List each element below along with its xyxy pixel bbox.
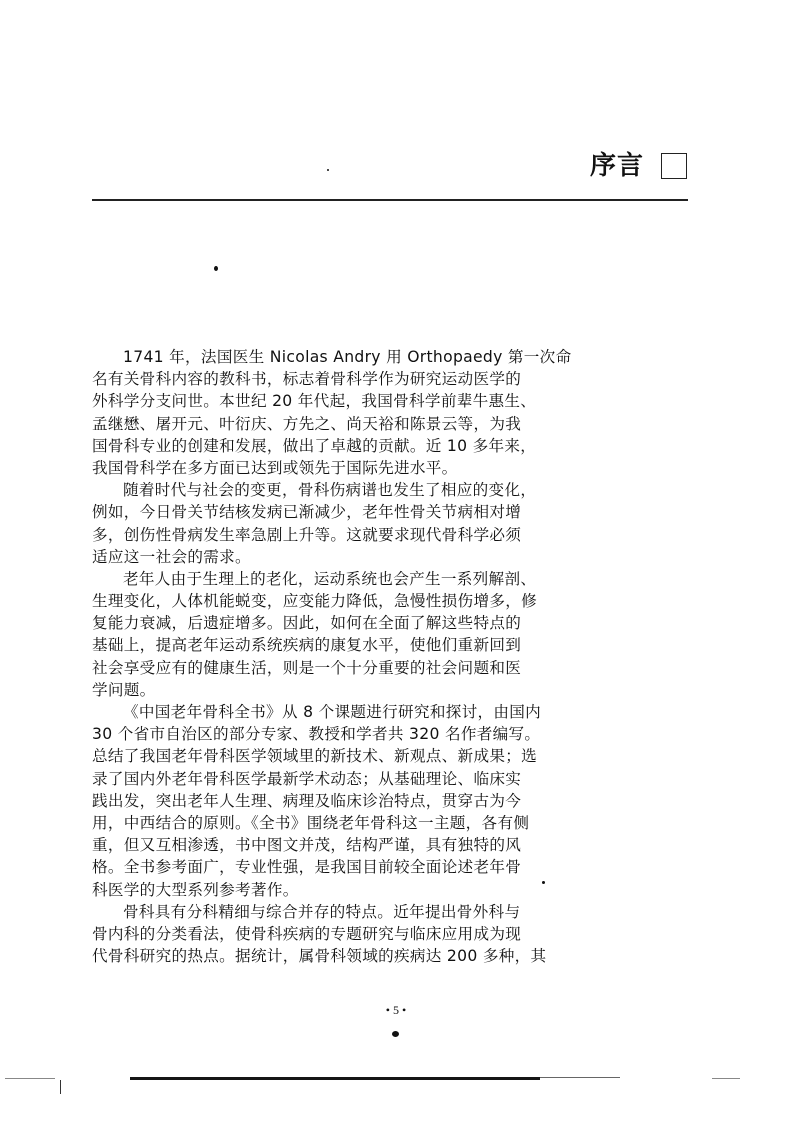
scan-speck <box>214 266 218 271</box>
footer-scan-edge-faint <box>540 1077 620 1078</box>
text-line: 名有关骨科内容的教科书，标志着骨科学作为研究运动医学的 <box>92 370 522 389</box>
paragraph-5 <box>92 901 547 968</box>
text-line: 老年人由于生理上的老化，运动系统也会产生一系列解剖、 <box>123 569 537 588</box>
scan-artifact-line <box>5 1078 55 1079</box>
text-line: 多，创伤性骨病发生率急剧上升等。这就要求现代骨科学必须 <box>92 525 522 544</box>
text-line: 例如，今日骨关节结核发病已渐减少，老年性骨关节病相对增 <box>92 503 522 522</box>
text-line: 外科学分支问世。本世纪 20 年代起，我国骨科学前辈牛惠生、 <box>92 392 537 411</box>
empty-square-icon <box>661 153 687 179</box>
body-text <box>92 346 572 967</box>
text-line: 骨科具有分科精细与综合并存的特点。近年提出骨外科与 <box>123 902 521 921</box>
text-line: 格。全书参考面广，专业性强，是我国目前较全面论述老年骨 <box>92 858 522 877</box>
section-title: 序言 <box>590 151 645 181</box>
text-line: 骨内科的分类看法，使骨科疾病的专题研究与临床应用成为现 <box>92 924 522 943</box>
text-line: 总结了我国老年骨科医学领域里的新技术、新观点、新成果；选 <box>92 747 538 766</box>
paragraph-1 <box>92 346 572 479</box>
scan-blot <box>392 1031 399 1037</box>
text-line: 《中国老年骨科全书》从 8 个课题进行研究和探讨，由国内 <box>123 703 542 721</box>
text-line: 社会享受应有的健康生活，则是一个十分重要的社会问题和医 <box>92 658 522 677</box>
text-line: 我国骨科学在多方面已达到或领先于国际先进水平。 <box>92 458 458 477</box>
text-line: 生理变化，人体机能蜕变，应变能力降低，急慢性损伤增多，修 <box>92 592 538 611</box>
text-line: 重，但又互相渗透，书中图文并茂，结构严谨，具有独特的风 <box>92 836 522 855</box>
footer-scan-edge <box>130 1077 540 1080</box>
scan-speck <box>542 881 545 884</box>
text-line: 孟继懋、屠开元、叶衍庆、方先之、尚天裕和陈景云等，为我 <box>92 414 522 433</box>
text-line: 30 个省市自治区的部分专家、教授和学者共 320 名作者编写。 <box>92 725 541 744</box>
paragraph-4 <box>92 701 542 901</box>
text-line: 随着时代与社会的变更，骨科伤病谱也发生了相应的变化， <box>123 481 537 500</box>
text-line: 代骨科研究的热点。据统计，属骨科领域的疾病达 200 多种，其 <box>92 947 547 966</box>
scan-speck <box>327 169 329 171</box>
scan-artifact-tick <box>60 1080 61 1094</box>
text-line: 基础上，提高老年运动系统疾病的康复水平，使他们重新回到 <box>92 636 522 655</box>
page-number: • 5 • <box>385 1003 407 1017</box>
paragraph-2 <box>92 479 537 568</box>
text-line: 用，中西结合的原则。《全书》围绕老年骨科这一主题，各有侧 <box>92 813 530 832</box>
text-line: 学问题。 <box>92 680 156 699</box>
paragraph-3 <box>92 568 538 701</box>
text-line: 复能力衰减，后遗症增多。因此，如何在全面了解这些特点的 <box>92 614 522 633</box>
text-line: 践出发，突出老年人生理、病理及临床诊治特点，贯穿古为今 <box>92 791 522 810</box>
text-line: 科医学的大型系列参考著作。 <box>92 880 299 899</box>
text-line: 国骨科专业的创建和发展，做出了卓越的贡献。近 10 多年来， <box>92 436 537 455</box>
text-line: 1741 年，法国医生 Nicolas Andry 用 Orthopaedy 第一次命 <box>123 348 572 366</box>
text-line: 录了国内外老年骨科医学最新学术动态；从基础理论、临床实 <box>92 769 522 788</box>
scan-artifact-line <box>712 1078 740 1079</box>
text-line: 适应这一社会的需求。 <box>92 547 251 566</box>
header-divider <box>92 199 688 201</box>
